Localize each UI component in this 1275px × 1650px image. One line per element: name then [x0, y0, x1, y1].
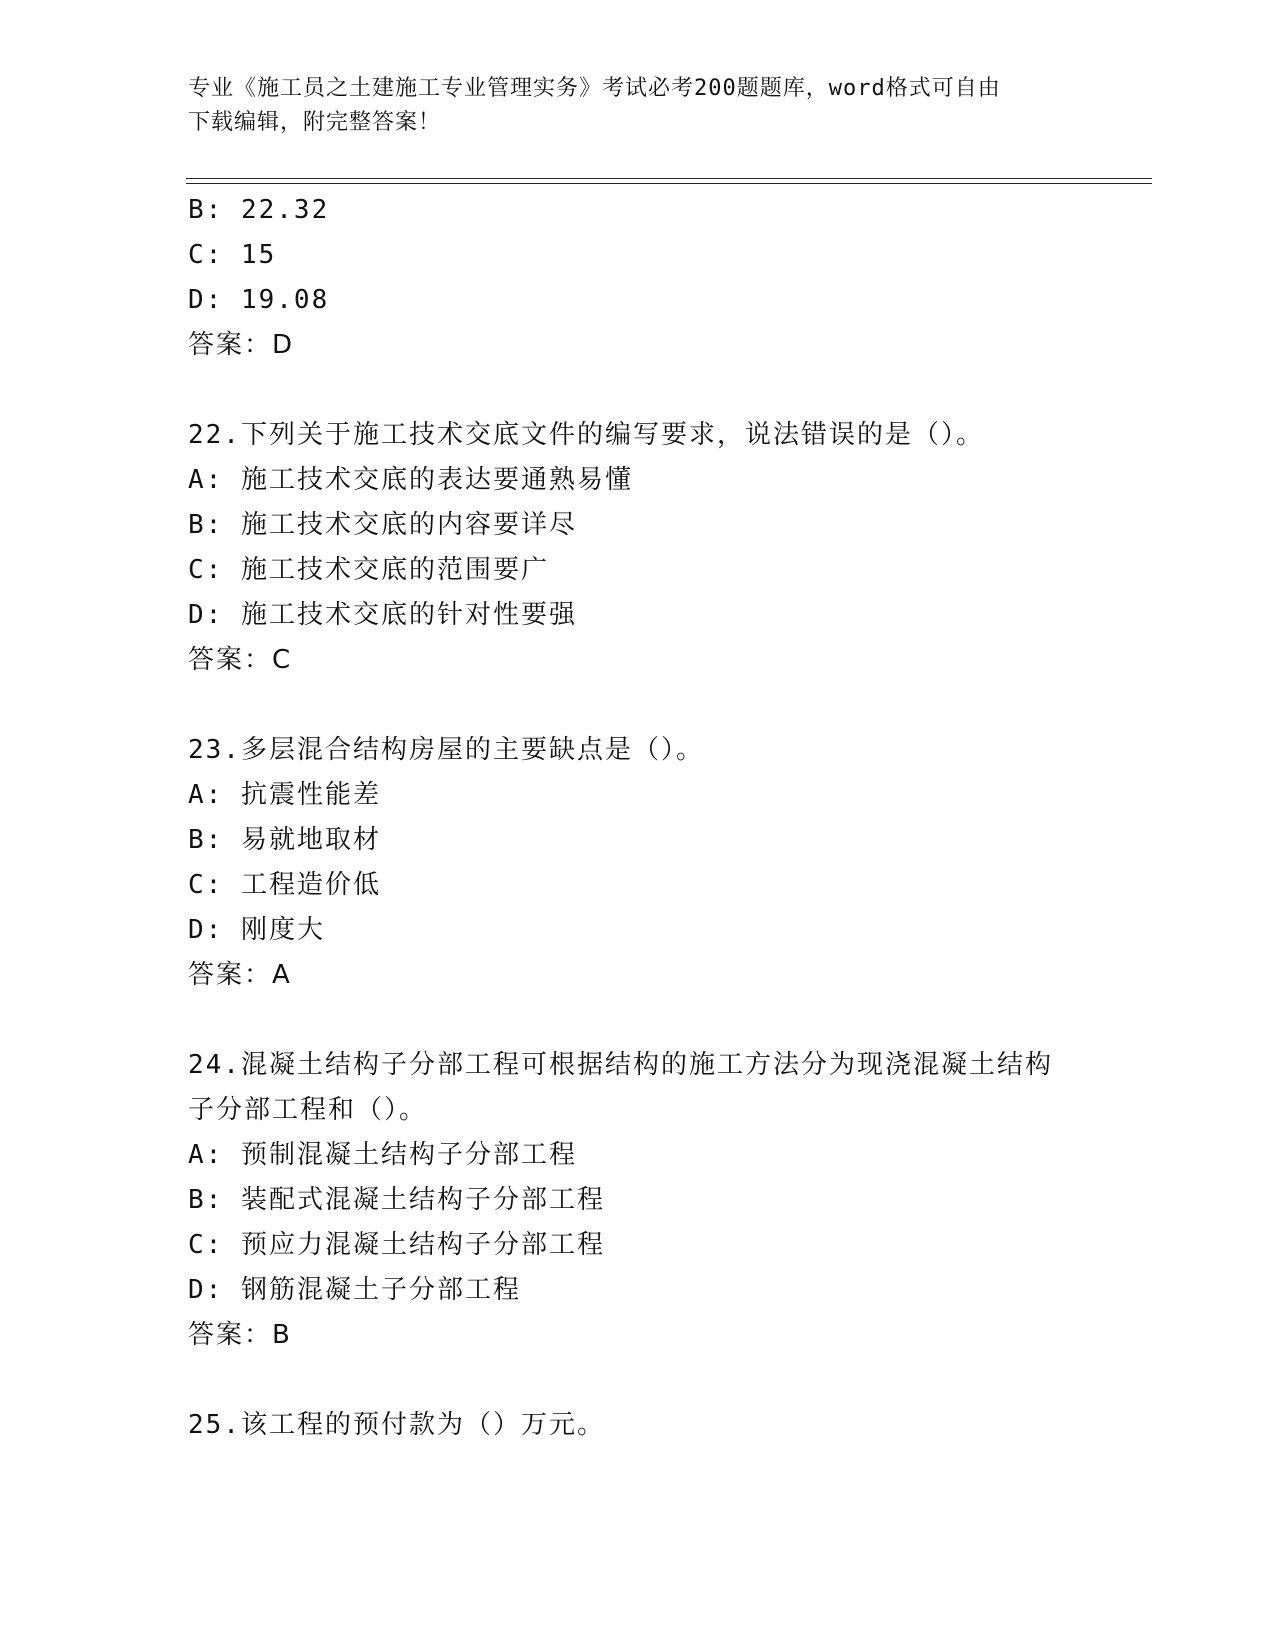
option-c-prev: C: 15 — [188, 240, 277, 270]
q24-option-b: B: 装配式混凝土结构子分部工程 — [188, 1185, 605, 1215]
question-24-line1: 24.混凝土结构子分部工程可根据结构的施工方法分为现浇混凝土结构 — [188, 1050, 1053, 1080]
q24-option-a: A: 预制混凝土结构子分部工程 — [188, 1140, 577, 1170]
question-22: 22.下列关于施工技术交底文件的编写要求，说法错误的是（）。 — [188, 420, 984, 450]
q22-answer: 答案：C — [188, 645, 293, 675]
q23-option-a: A: 抗震性能差 — [188, 780, 381, 810]
q23-option-b: B: 易就地取材 — [188, 825, 381, 855]
q23-option-c: C: 工程造价低 — [188, 870, 381, 900]
q22-option-a: A: 施工技术交底的表达要通熟易懂 — [188, 465, 633, 495]
q22-option-d: D: 施工技术交底的针对性要强 — [188, 600, 577, 630]
option-b-prev: B: 22.32 — [188, 195, 330, 225]
question-24-line2: 子分部工程和（）。 — [188, 1095, 428, 1125]
q24-option-d: D: 钢筋混凝土子分部工程 — [188, 1275, 521, 1305]
q23-answer: 答案：A — [188, 960, 292, 990]
option-d-prev: D: 19.08 — [188, 285, 330, 315]
header-rule-top — [186, 178, 1152, 179]
q22-option-c: C: 施工技术交底的范围要广 — [188, 555, 549, 585]
question-23: 23.多层混合结构房屋的主要缺点是（）。 — [188, 735, 704, 765]
question-25: 25.该工程的预付款为（）万元。 — [188, 1410, 605, 1440]
answer-prev: 答案：D — [188, 330, 295, 360]
q22-option-b: B: 施工技术交底的内容要详尽 — [188, 510, 577, 540]
header-rule-bottom — [186, 183, 1152, 184]
q24-option-c: C: 预应力混凝土结构子分部工程 — [188, 1230, 605, 1260]
document-header: 专业《施工员之土建施工专业管理实务》考试必考200题题库，word格式可自由 下载编辑，附完整答案！ — [188, 76, 1001, 135]
q24-answer: 答案：B — [188, 1320, 292, 1350]
q23-option-d: D: 刚度大 — [188, 915, 325, 945]
